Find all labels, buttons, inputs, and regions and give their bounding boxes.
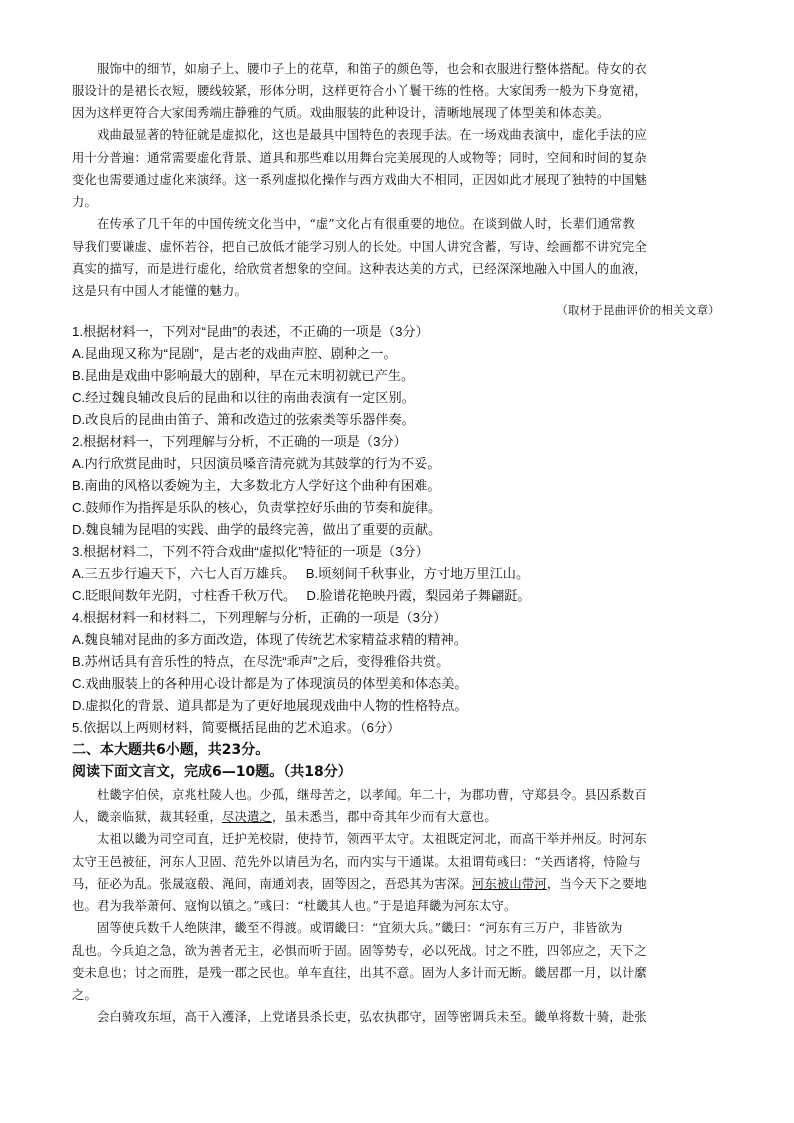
- material-line: 用十分普遍：通常需要虚化背景、道具和那些难以用舞台完美展现的人或物等；同时，空间和时间的复杂: [72, 151, 647, 165]
- classical-line: 乱也。今兵迫之急，欲为善者无主，必惧而听于固。固等势专，必以死战。讨之不胜，四邻应之，天下之: [72, 944, 647, 958]
- classical-line: 变未息也；讨之而胜，是残一郡之民也。单车直往，出其不意。固为人多计而无断。畿居郡一月，以计縻: [72, 966, 647, 980]
- option-4b: B.苏州话具有音乐性的特点，在尽洗“乖声”之后，变得雅俗共赏。: [72, 654, 450, 669]
- underlined-phrase: 河东被山带河: [471, 877, 547, 891]
- classical-text: 人，畿亲临狱，裁其轻重，: [72, 810, 222, 824]
- question-5: 5.依据以上两则材料，简要概括昆曲的艺术追求。（6分）: [72, 720, 401, 735]
- classical-line: 太守王邑被征，河东人卫固、范先外以请邑为名，而内实与干通谋。太祖谓荀彧曰：“关西诸将，恃险与: [72, 855, 641, 869]
- material-line: 这是只有中国人才能懂的魅力。: [72, 284, 247, 298]
- material-line: 服设计的是裙长衣短，腰线较紧，形体分明，这样更符合小丫鬟干练的性格。大家闺秀一般为下身宽裙，: [72, 84, 647, 98]
- question-1: 1.根据材料一，下列对“昆曲”的表述，不正确的一项是（3分）: [72, 324, 429, 339]
- option-4c: C.戏曲服装上的各种用心设计都是为了体现演员的体型美和体态美。: [72, 676, 468, 691]
- question-2: 2.根据材料一，下列理解与分析，不正确的一项是（3分）: [72, 434, 407, 449]
- material-line: 服饰中的细节，如扇子上、腰巾子上的花草，和笛子的颜色等，也会和衣服进行整体搭配。侍女的衣: [72, 62, 647, 76]
- underlined-phrase: 尽决遣之: [221, 810, 272, 824]
- classical-line: [72, 807, 497, 827]
- material-line: 导我们要谦虚、虚怀若谷，把自己放低才能学习别人的长处。中国人讲究含蓄，写诗、绘画都不讲究完全: [72, 240, 647, 254]
- option-2d: D.魏良辅为昆唱的实践、曲学的最终完善，做出了重要的贡献。: [72, 522, 442, 537]
- option-2c: C.鼓师作为指挥是乐队的核心，负责掌控好乐曲的节奏和旋律。: [72, 500, 442, 515]
- classical-line: 会白骑攻东垣，高干入濩泽，上党诸县杀长吏，弘农执郡守，固等密调兵未至。畿单将数十骑，赴张: [72, 1010, 647, 1024]
- classical-text: 马，征必为乱。张晟寇殽、渑间，南通刘表，固等因之，吾恐其为害深。: [72, 877, 472, 891]
- material-line: 力。: [72, 195, 97, 209]
- options-3cd: C.眨眼间数年光阴，寸柱香千秋万代。 D.脸谱花艳映丹霞，梨园弟子舞翩跹。: [72, 588, 531, 603]
- classical-text: ，当今天下之要地: [546, 877, 647, 891]
- option-4d: D.虚拟化的背景、道具都是为了更好地展现戏曲中人物的性格特点。: [72, 698, 468, 713]
- question-3: 3.根据材料二，下列不符合戏曲“虚拟化”特征的一项是（3分）: [72, 544, 429, 559]
- material-line: 戏曲最显著的特征就是虚拟化，这也是最具中国特色的表现手法。在一场戏曲表演中，虚化手法的应: [72, 128, 647, 142]
- classical-line: 固等使兵数千人绝陕津，畿至不得渡。或谓畿曰：“宜须大兵。”畿曰：“河东有三万户，非皆欲为: [72, 921, 623, 935]
- section-subheading: 阅读下面文言文，完成6—10题。（共18分）: [72, 764, 352, 780]
- material-line: 在传承了几千年的中国传统文化当中，“虚”文化占有很重要的地位。在谈到做人时，长辈们通常教: [72, 217, 635, 231]
- classical-line: 太祖以畿为司空司直，迁护羌校尉，使持节，领西平太守。太祖既定河北，而高干举并州反。时河东: [72, 832, 647, 846]
- options-3ab: A.三五步行遍天下，六七人百万雄兵。 B.顷刻间千秋事业，方寸地万里江山。: [72, 566, 530, 581]
- option-4a: A.魏良辅对昆曲的多方面改造，体现了传统艺术家精益求精的精神。: [72, 632, 467, 647]
- option-1d: D.改良后的昆曲由笛子、箫和改造过的弦索类等乐器伴奏。: [72, 412, 415, 427]
- material-line: 因为这样更符合大家闺秀端庄静雅的气质。戏曲服装的此种设计，清晰地展现了体型美和体态美。: [72, 106, 610, 120]
- material-line: 真实的描写，而是进行虚化，给欣赏者想象的空间。这种表达美的方式，已经深深地融入中国人的血液，: [72, 262, 647, 276]
- classical-line: 之。: [72, 988, 97, 1002]
- material-line: 变化也需要通过虚化来演绎。这一系列虚拟化操作与西方戏曲大不相同，正因如此才展现了独特的中国魅: [72, 173, 647, 187]
- option-2b: B.南曲的风格以委婉为主，大多数北方人学好这个曲种有困难。: [72, 478, 441, 493]
- classical-line: [72, 874, 647, 894]
- option-1c: C.经过魏良辅改良后的昆曲和以往的南曲表演有一定区别。: [72, 390, 415, 405]
- option-1a: A.昆曲现又称为“昆剧”，是古老的戏曲声腔、剧种之一。: [72, 346, 397, 361]
- section-heading: 二、本大题共6小题，共23分。: [72, 742, 270, 758]
- question-4: 4.根据材料一和材料二，下列理解与分析，正确的一项是（3分）: [72, 610, 447, 625]
- option-1b: B.昆曲是戏曲中影响最大的剧种，早在元末明初就已产生。: [72, 368, 415, 383]
- option-2a: A.内行欣赏昆曲时，只因演员嗓音清亮就为其鼓掌的行为不妥。: [72, 456, 441, 471]
- classical-line: 也。君为我举萧何、寇恂以镇之。”彧曰：“杜畿其人也。”于是追拜畿为河东太守。: [72, 899, 517, 913]
- classical-text: ，虽未悉当，郡中奇其年少而有大意也。: [271, 810, 497, 824]
- classical-line: 杜畿字伯侯，京兆杜陵人也。少孤，继母苦之，以孝闻。年二十，为郡功曹，守郑县令。县囚系数百: [72, 788, 647, 802]
- material-source: （取材于昆曲评价的相关文章）: [556, 303, 720, 317]
